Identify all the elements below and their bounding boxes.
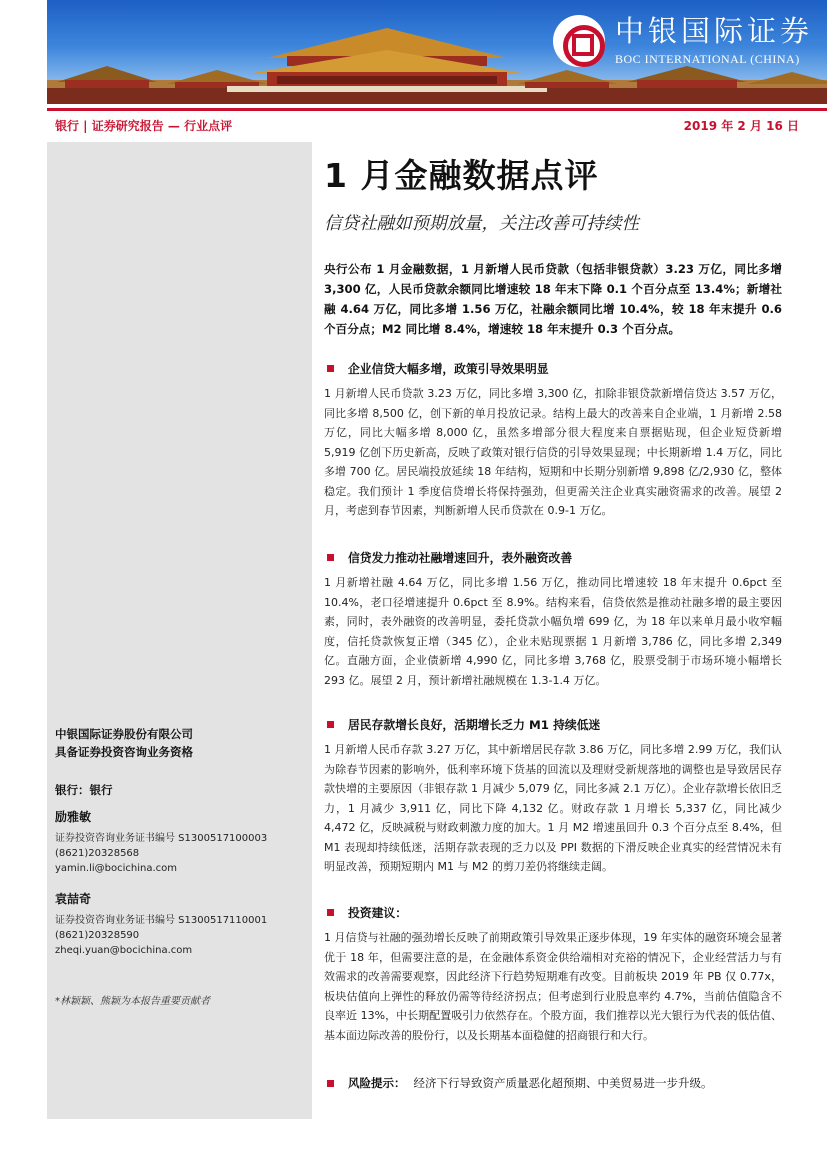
contributor-note: *林颖颖、熊颖为本报告重要贡献者: [55, 996, 210, 1007]
report-date: 2019 年 2 月 16 日: [683, 119, 799, 133]
analyst-email[interactable]: yamin.li@bocichina.com: [55, 863, 177, 874]
brand-name-cn: 中银国际证券: [614, 14, 813, 48]
sector-label: 银行：银行: [55, 783, 113, 797]
risk-text: 经济下行导致资产质量恶化超预期、中美贸易进一步升级。: [413, 1076, 713, 1090]
square-bullet-icon: [327, 721, 334, 728]
analyst-cert: 证券投资咨询业务证书编号 S1300517110001: [55, 915, 268, 926]
firm-info: [55, 725, 305, 761]
report-subtitle: 信贷社融如预期放量，关注改善可持续性: [324, 214, 639, 234]
analyst-phone: (8621)20328590: [55, 930, 140, 941]
boc-logo-icon: [553, 15, 605, 67]
section-body: 1 月新增社融 4.64 万亿，同比多增 1.56 万亿，推动同比增速较 18 年末提升 0.6pct 至 10.4%，老口径增速提升 0.6pct 至 8.9%。结构来看，信贷依然是推动社融多增的最主要因素，同时，表外融资的改善明显，委托贷款小幅负增 699 亿，为 18 年以来单月最小收窄幅度，信托贷款恢复正增（345 亿），企业未贴现票据 1 月新增 3,786 亿，同比多增 2,349 亿。直融方面，企业债新增 4,990 亿，同比多增 3,768 亿，股票受制于市场环境小幅增长 293 亿。展望 2 月，预计新增社融规模在 1.3-1.4 万亿。: [324, 576, 782, 687]
firm-qualification: 具备证券投资咨询业务资格: [55, 745, 193, 759]
square-bullet-icon: [327, 1080, 334, 1087]
report-title: 1 月金融数据点评: [324, 156, 599, 195]
report-category: 银行 | 证券研究报告 — 行业点评: [55, 119, 233, 133]
section-body: 1 月新增人民币贷款 3.23 万亿，同比多增 3,300 亿，扣除非银贷款新增信贷达 3.57 万亿，同比多增 8,500 亿，创下新的单月投放记录。结构上最大的改善来自企业端，1 月新增 2.58 万亿，同比大幅多增 8,000 亿，虽然多增部分很大程度来自票据贴现，但企业短贷新增 5,919 亿创下历史新高，反映了政策对银行信贷的引导效果显现；中长期新增 1.4 万亿，同比多增 700 亿。居民端投放延续 18 年结构，短期和中长期分别新增 9,898 亿/2,930 亿，整体稳定。我们预计 1 季度信贷增长将保持强劲，但更需关注企业真实融资需求的改善。展望 2 月，考虑到春节因素，判断新增人民币贷款在 0.9-1 万亿。: [324, 387, 782, 517]
meta-bar: [47, 108, 827, 140]
analyst-phone: (8621)20328568: [55, 848, 140, 859]
analyst-cert: 证券投资咨询业务证书编号 S1300517100003: [55, 833, 268, 844]
section-heading: 企业信贷大幅多增，政策引导效果明显: [324, 360, 782, 377]
section-heading: 居民存款增长良好，活期增长乏力 M1 持续低迷: [324, 716, 782, 733]
section-body: 1 月新增人民币存款 3.27 万亿，其中新增居民存款 3.86 万亿，同比多增 2.99 万亿，我们认为除春节因素的影响外，低利率环境下货基的回流以及理财受新规落地的调整也是导致居民存款快增的主要原因（非银存款 1 月减少 5,079 亿，同比多减 2.1 万亿）。企业存款增长依旧乏力，1 月减少 3,911 亿，同比下降 4,132 亿。财政存款 1 月增长 5,337 亿，同比减少 4,472 亿，反映减税与财政刺激力度的加大。1 月 M2 增速虽回升 0.3 个百分点至 8.4%，但 M1 表现却持续低迷，活期存款表现的乏力以及 PPI 数据的下滑反映企业真实的经营情况未有明显改善，预期短期内 M1 与 M2 的剪刀差仍将继续走阔。: [324, 743, 782, 873]
analyst-card: [55, 890, 305, 958]
brand-logo: [553, 14, 813, 67]
analyst-name: 励雅敏: [55, 810, 92, 824]
square-bullet-icon: [327, 554, 334, 561]
square-bullet-icon: [327, 909, 334, 916]
risk-label: 风险提示：: [348, 1076, 406, 1090]
risk-warning: [324, 1075, 782, 1091]
analyst-name: 袁喆奇: [55, 892, 92, 906]
report-abstract: 央行公布 1 月金融数据，1 月新增人民币贷款（包括非银贷款）3.23 万亿，同比多增 3,300 亿，人民币贷款余额同比增速较 18 年末下降 0.1 个百分点至 13.4%；新增社融 4.64 万亿，同比多增 1.56 万亿，社融余额同比增 10.4%，较 18 年末提升 0.6 个百分点；M2 同比增 8.4%，增速较 18 年末提升 0.3 个百分点。: [324, 262, 782, 336]
section-body: 1 月信贷与社融的强劲增长反映了前期政策引导效果正逐步体现，19 年实体的融资环境会显著优于 18 年，但需要注意的是，在金融体系资金供给端相对充裕的情况下，企业经营活力与有效需求的改善需要观察，因此经济下行趋势短期难有改变。目前板块 2019 年 PB 仅 0.77x，板块估值向上弹性的释放仍需等待经济拐点；但考虑到行业股息率约 4.7%，当前估值隐含不良率近 13%，中长期配置吸引力依然存在。个股方面，我们推荐以光大银行为代表的低估值、基本面边际改善的股份行，以及长期基本面稳健的招商银行和大行。: [324, 931, 782, 1042]
analyst-card: [55, 808, 305, 876]
brand-name-en: BOC INTERNATIONAL (CHINA): [614, 52, 800, 66]
square-bullet-icon: [327, 365, 334, 372]
sidebar: [47, 142, 312, 1119]
firm-name: 中银国际证券股份有限公司: [55, 727, 193, 741]
header-banner: [47, 0, 827, 104]
analyst-email[interactable]: zheqi.yuan@bocichina.com: [55, 945, 193, 956]
section-heading: 投资建议：: [324, 904, 782, 921]
section-heading: 信贷发力推动社融增速回升，表外融资改善: [324, 549, 782, 566]
